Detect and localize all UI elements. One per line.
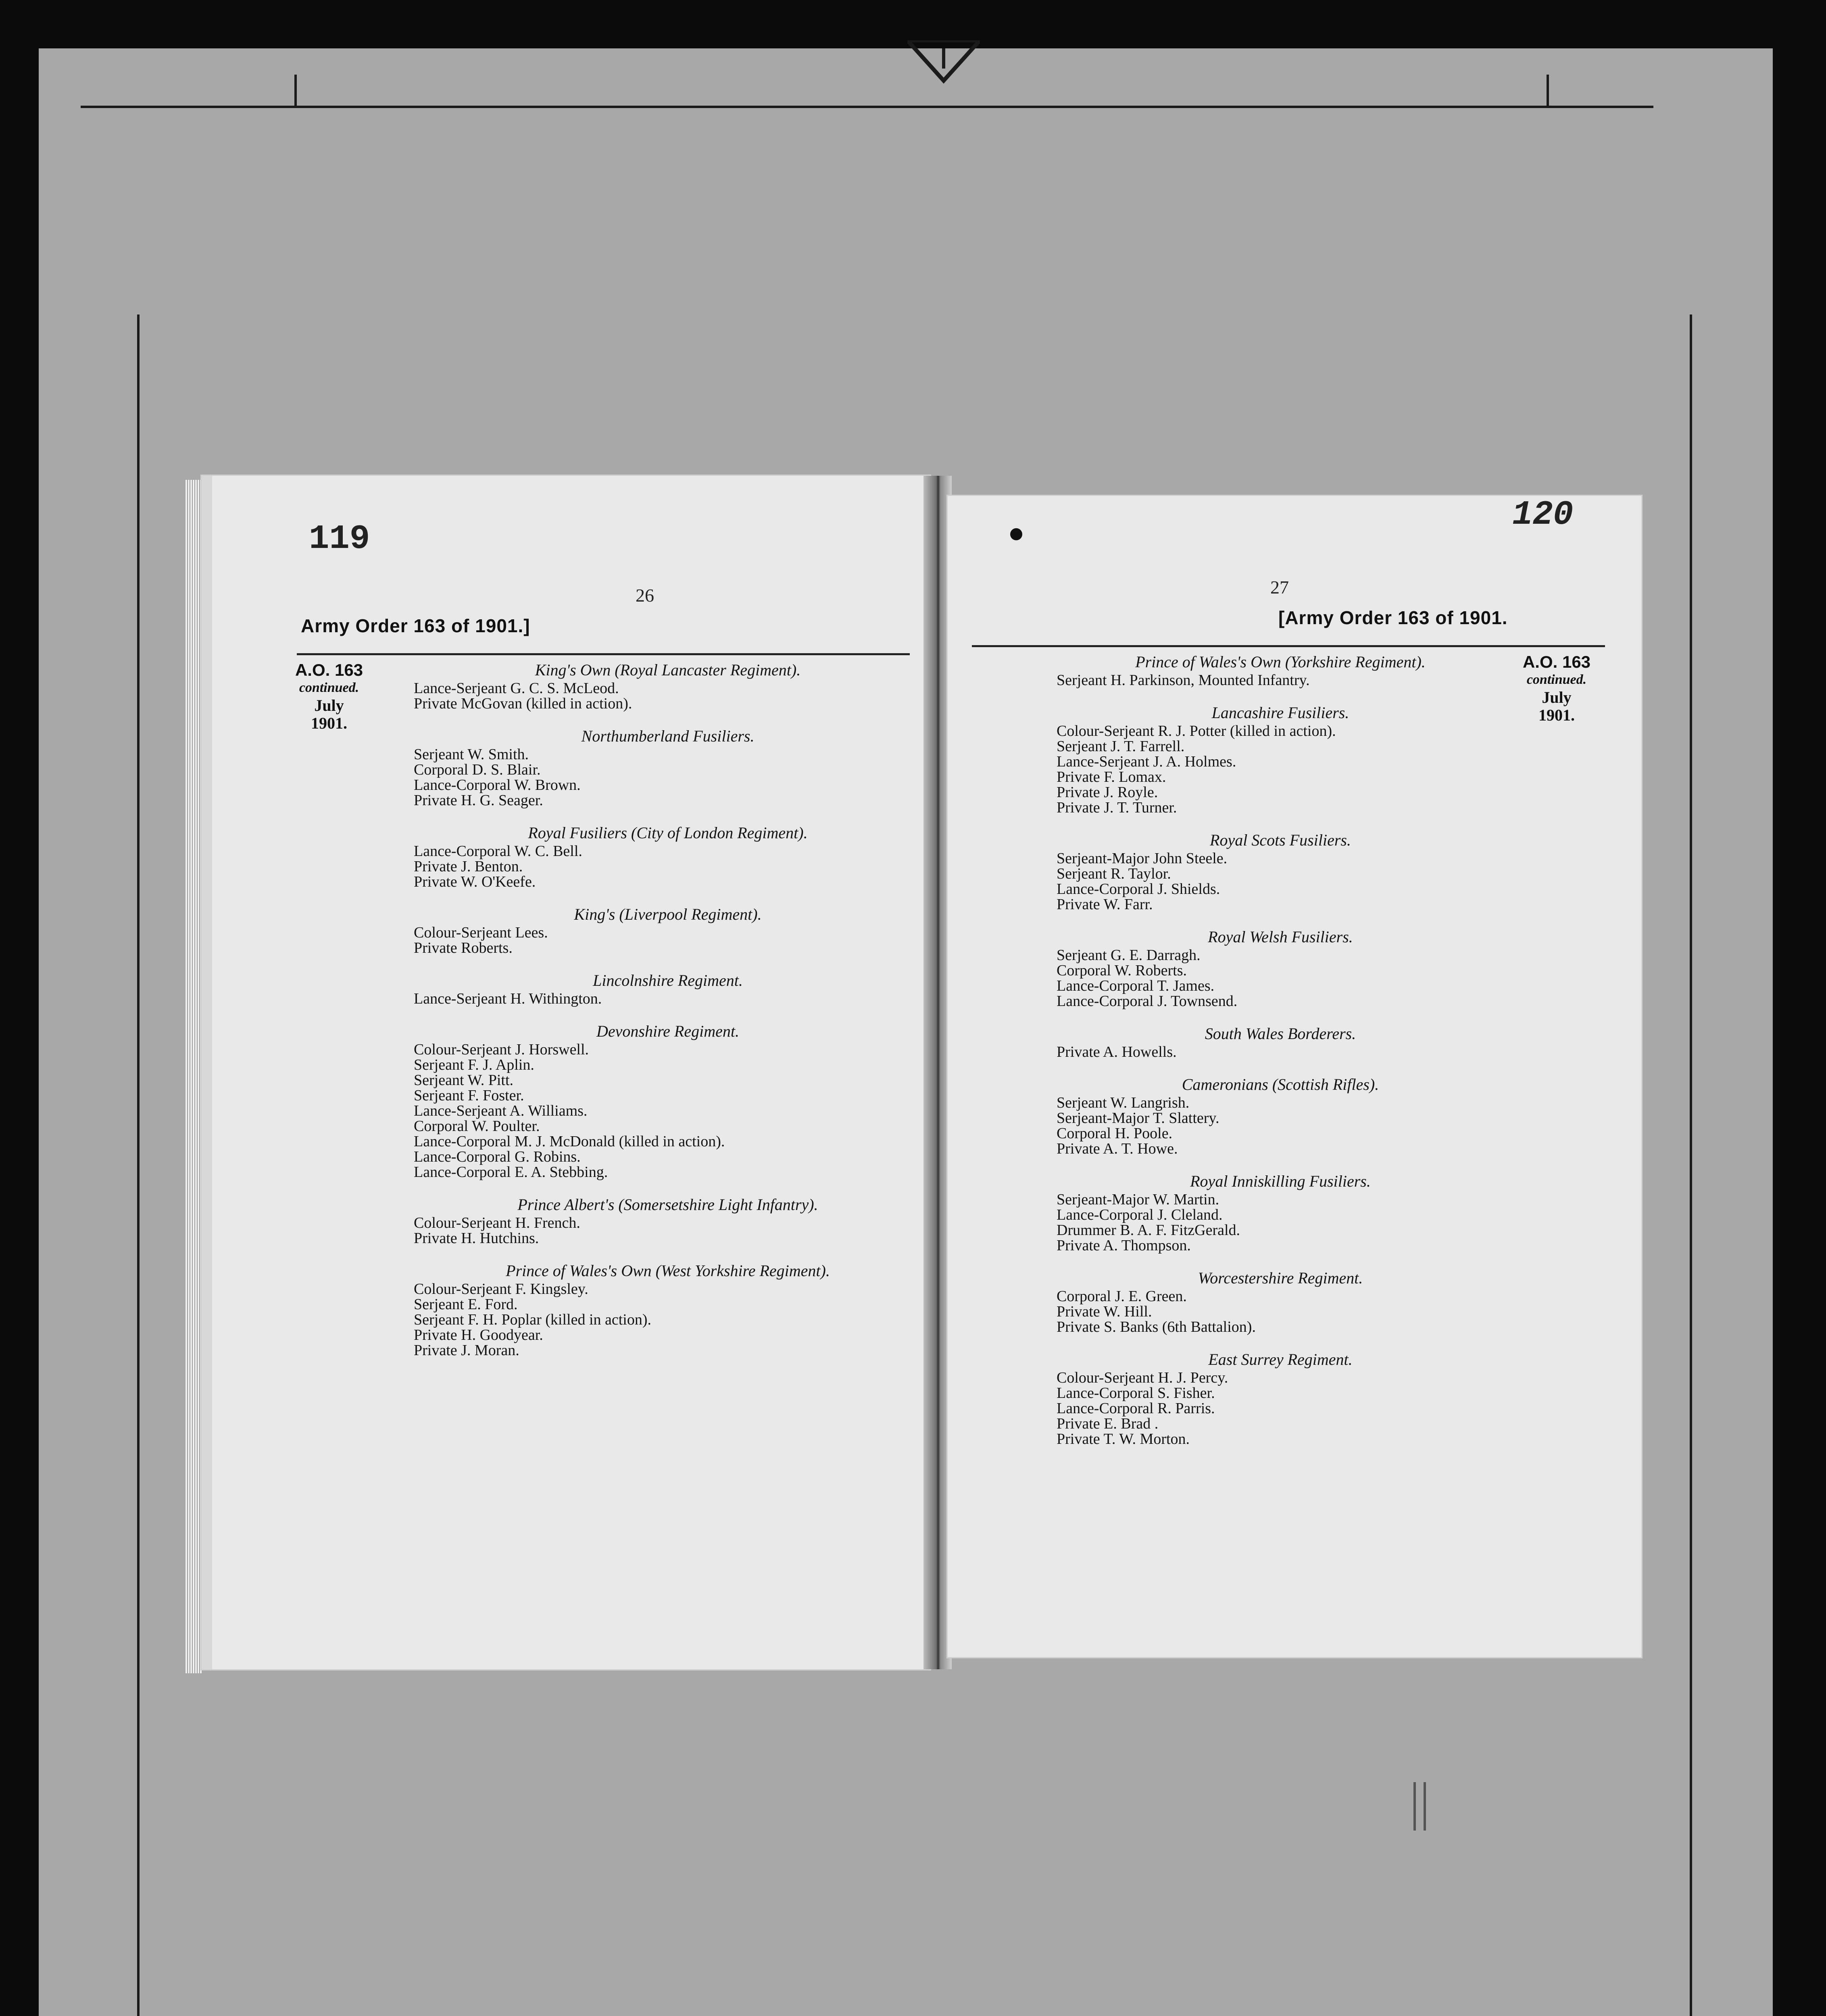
recipient-name: Private A. T. Howe. xyxy=(1057,1140,1178,1157)
month-label: July xyxy=(314,696,344,714)
recipient-name: Serjeant W. Smith. xyxy=(414,746,529,763)
left-columns xyxy=(414,661,922,1374)
regiment-heading: Royal Fusiliers (City of London Regiment). xyxy=(528,824,808,842)
regiment-heading: Northumberland Fusiliers. xyxy=(581,727,755,745)
recipient-name: Serjeant W. Langrish. xyxy=(1057,1094,1190,1111)
recipient-name: Lance-Corporal M. J. McDonald (killed in action). xyxy=(414,1133,725,1150)
header-rule xyxy=(297,653,910,655)
recipient-name: Lance-Serjeant A. Williams. xyxy=(414,1102,588,1119)
crop-mark-right xyxy=(1547,75,1549,107)
crop-mark-left xyxy=(294,75,297,107)
recipient-name: Serjeant H. Parkinson, Mounted Infantry. xyxy=(1057,672,1310,689)
page-number: 26 xyxy=(636,585,654,606)
regiment-section xyxy=(1057,1076,1504,1156)
recipient-name: Lance-Serjeant G. C. S. McLeod. xyxy=(414,680,619,697)
recipient-name: Lance-Corporal R. Parris. xyxy=(1057,1400,1215,1417)
regiment-section xyxy=(1057,831,1504,912)
recipient-name: Corporal H. Poole. xyxy=(1057,1125,1173,1142)
recipient-name: Serjeant F. H. Poplar (killed in action). xyxy=(414,1311,651,1328)
recipient-name: Private A. Thompson. xyxy=(1057,1237,1191,1254)
recipient-name: Serjeant-Major John Steele. xyxy=(1057,850,1228,867)
right-page xyxy=(948,496,1641,1657)
margin-note xyxy=(1512,653,1601,724)
recipient-name: Private A. Howells. xyxy=(1057,1043,1177,1060)
regiment-section xyxy=(414,972,922,1006)
recipient-name: Private F. Lomax. xyxy=(1057,768,1166,785)
regiment-heading: Lancashire Fusiliers. xyxy=(1211,704,1349,722)
recipient-name: Private McGovan (killed in action). xyxy=(414,695,632,712)
regiment-section xyxy=(1057,1269,1504,1335)
regiment-section xyxy=(1057,653,1504,688)
recipient-name: Colour-Serjeant H. J. Percy. xyxy=(1057,1369,1228,1386)
recipient-name: Serjeant-Major W. Martin. xyxy=(1057,1191,1219,1208)
recipient-name: Lance-Serjeant H. Withington. xyxy=(414,990,602,1007)
recipient-name: Corporal D. S. Blair. xyxy=(414,761,541,778)
recipient-name: Private Roberts. xyxy=(414,939,513,956)
page-number: 27 xyxy=(1270,577,1289,598)
header-rule xyxy=(972,645,1605,647)
regiment-heading: Prince Albert's (Somersetshire Light Infantry). xyxy=(517,1195,818,1214)
regiment-heading: Devonshire Regiment. xyxy=(596,1022,739,1040)
regiment-heading: East Surrey Regiment. xyxy=(1208,1350,1353,1368)
recipient-name: Drummer B. A. F. FitzGerald. xyxy=(1057,1222,1240,1239)
regiment-heading: Lincolnshire Regiment. xyxy=(593,971,743,989)
recipient-name: Lance-Corporal J. Shields. xyxy=(1057,881,1220,898)
regiment-section xyxy=(1057,1173,1504,1253)
punch-hole xyxy=(1010,528,1022,540)
recipient-name: Private J. Benton. xyxy=(414,858,523,875)
regiment-heading: King's Own (Royal Lancaster Regiment). xyxy=(535,661,801,679)
film-scratch xyxy=(1424,1782,1426,1831)
regiment-heading: South Wales Borderers. xyxy=(1205,1025,1356,1043)
recipient-name: Private H. Goodyear. xyxy=(414,1327,543,1343)
recipient-name: Serjeant J. T. Farrell. xyxy=(1057,738,1185,755)
recipient-name: Private T. W. Morton. xyxy=(1057,1431,1190,1447)
recipient-name: Lance-Serjeant J. A. Holmes. xyxy=(1057,753,1236,770)
recipient-name: Lance-Corporal E. A. Stebbing. xyxy=(414,1164,608,1181)
recipient-name: Colour-Serjeant R. J. Potter (killed in action). xyxy=(1057,723,1336,739)
running-head: Army Order 163 of 1901.] xyxy=(301,615,530,636)
recipient-name: Private W. O'Keefe. xyxy=(414,873,536,890)
order-ref: A.O. 163 xyxy=(1522,652,1591,671)
recipient-name: Corporal J. E. Green. xyxy=(1057,1288,1187,1305)
recipient-name: Corporal W. Roberts. xyxy=(1057,962,1187,979)
regiment-section xyxy=(414,1262,922,1358)
recipient-name: Colour-Serjeant J. Horswell. xyxy=(414,1041,589,1058)
month-label: July xyxy=(1542,688,1572,706)
recipient-name: Serjeant-Major T. Slattery. xyxy=(1057,1110,1219,1127)
recipient-name: Private S. Banks (6th Battalion). xyxy=(1057,1318,1256,1335)
regiment-heading: Cameronians (Scottish Rifles). xyxy=(1182,1075,1379,1093)
year-label: 1901. xyxy=(311,714,347,732)
running-head: [Army Order 163 of 1901. xyxy=(1278,607,1508,628)
recipient-name: Private J. Royle. xyxy=(1057,784,1158,801)
regiment-heading: Royal Scots Fusiliers. xyxy=(1210,831,1351,849)
recipient-name: Serjeant F. Foster. xyxy=(414,1087,524,1104)
regiment-section xyxy=(1057,704,1504,815)
page-edges xyxy=(186,480,202,1673)
regiment-section xyxy=(1057,928,1504,1009)
recipient-name: Serjeant G. E. Darragh. xyxy=(1057,947,1201,964)
year-label: 1901. xyxy=(1538,706,1575,724)
recipient-name: Private J. Moran. xyxy=(414,1342,519,1359)
recipient-name: Colour-Serjeant H. French. xyxy=(414,1214,580,1231)
recipient-name: Lance-Corporal J. Cleland. xyxy=(1057,1206,1223,1223)
archive-page-stamp: 119 xyxy=(309,520,370,558)
margin-note xyxy=(285,661,373,732)
recipient-name: Private J. T. Turner. xyxy=(1057,799,1177,816)
archive-page-stamp: 120 xyxy=(1512,496,1574,534)
recipient-name: Private W. Farr. xyxy=(1057,896,1153,913)
top-rule xyxy=(81,106,1653,108)
regiment-section xyxy=(414,727,922,808)
regiment-section xyxy=(1057,1025,1504,1060)
recipient-name: Colour-Serjeant F. Kingsley. xyxy=(414,1281,588,1297)
regiment-section xyxy=(414,1023,922,1180)
regiment-heading: King's (Liverpool Regiment). xyxy=(574,905,762,923)
recipient-name: Lance-Corporal J. Townsend. xyxy=(1057,993,1238,1010)
recipient-name: Lance-Corporal W. Brown. xyxy=(414,777,581,793)
continued-label: continued. xyxy=(299,680,359,695)
regiment-heading: Worcestershire Regiment. xyxy=(1198,1269,1363,1287)
right-columns xyxy=(1057,653,1504,1463)
regiment-section xyxy=(414,906,922,956)
recipient-name: Serjeant W. Pitt. xyxy=(414,1072,513,1089)
regiment-section xyxy=(414,824,922,889)
regiment-section xyxy=(414,1196,922,1246)
recipient-name: Serjeant F. J. Aplin. xyxy=(414,1056,534,1073)
left-page xyxy=(202,476,930,1669)
regiment-heading: Prince of Wales's Own (Yorkshire Regiment). xyxy=(1135,653,1426,671)
recipient-name: Private E. Brad . xyxy=(1057,1415,1159,1432)
regiment-section xyxy=(414,661,922,711)
recipient-name: Colour-Serjeant Lees. xyxy=(414,924,548,941)
continued-label: continued. xyxy=(1526,672,1587,687)
frame-line-right xyxy=(1690,314,1692,2016)
triangle-notch-icon xyxy=(907,40,980,85)
regiment-heading: Prince of Wales's Own (West Yorkshire Regiment). xyxy=(506,1262,830,1280)
frame-line-left xyxy=(137,314,140,2016)
recipient-name: Serjeant R. Taylor. xyxy=(1057,865,1171,882)
regiment-heading: Royal Inniskilling Fusiliers. xyxy=(1190,1172,1371,1190)
regiment-section xyxy=(1057,1351,1504,1447)
recipient-name: Corporal W. Poulter. xyxy=(414,1118,540,1135)
recipient-name: Lance-Corporal W. C. Bell. xyxy=(414,843,582,860)
recipient-name: Private H. G. Seager. xyxy=(414,792,543,809)
regiment-heading: Royal Welsh Fusiliers. xyxy=(1208,928,1353,946)
order-ref: A.O. 163 xyxy=(295,660,363,679)
recipient-name: Serjeant E. Ford. xyxy=(414,1296,518,1313)
recipient-name: Lance-Corporal G. Robins. xyxy=(414,1148,581,1165)
recipient-name: Lance-Corporal S. Fisher. xyxy=(1057,1385,1215,1402)
recipient-name: Private H. Hutchins. xyxy=(414,1230,539,1247)
open-book xyxy=(186,476,1661,1669)
recipient-name: Lance-Corporal T. James. xyxy=(1057,977,1215,994)
recipient-name: Private W. Hill. xyxy=(1057,1303,1152,1320)
film-scratch xyxy=(1413,1782,1416,1831)
